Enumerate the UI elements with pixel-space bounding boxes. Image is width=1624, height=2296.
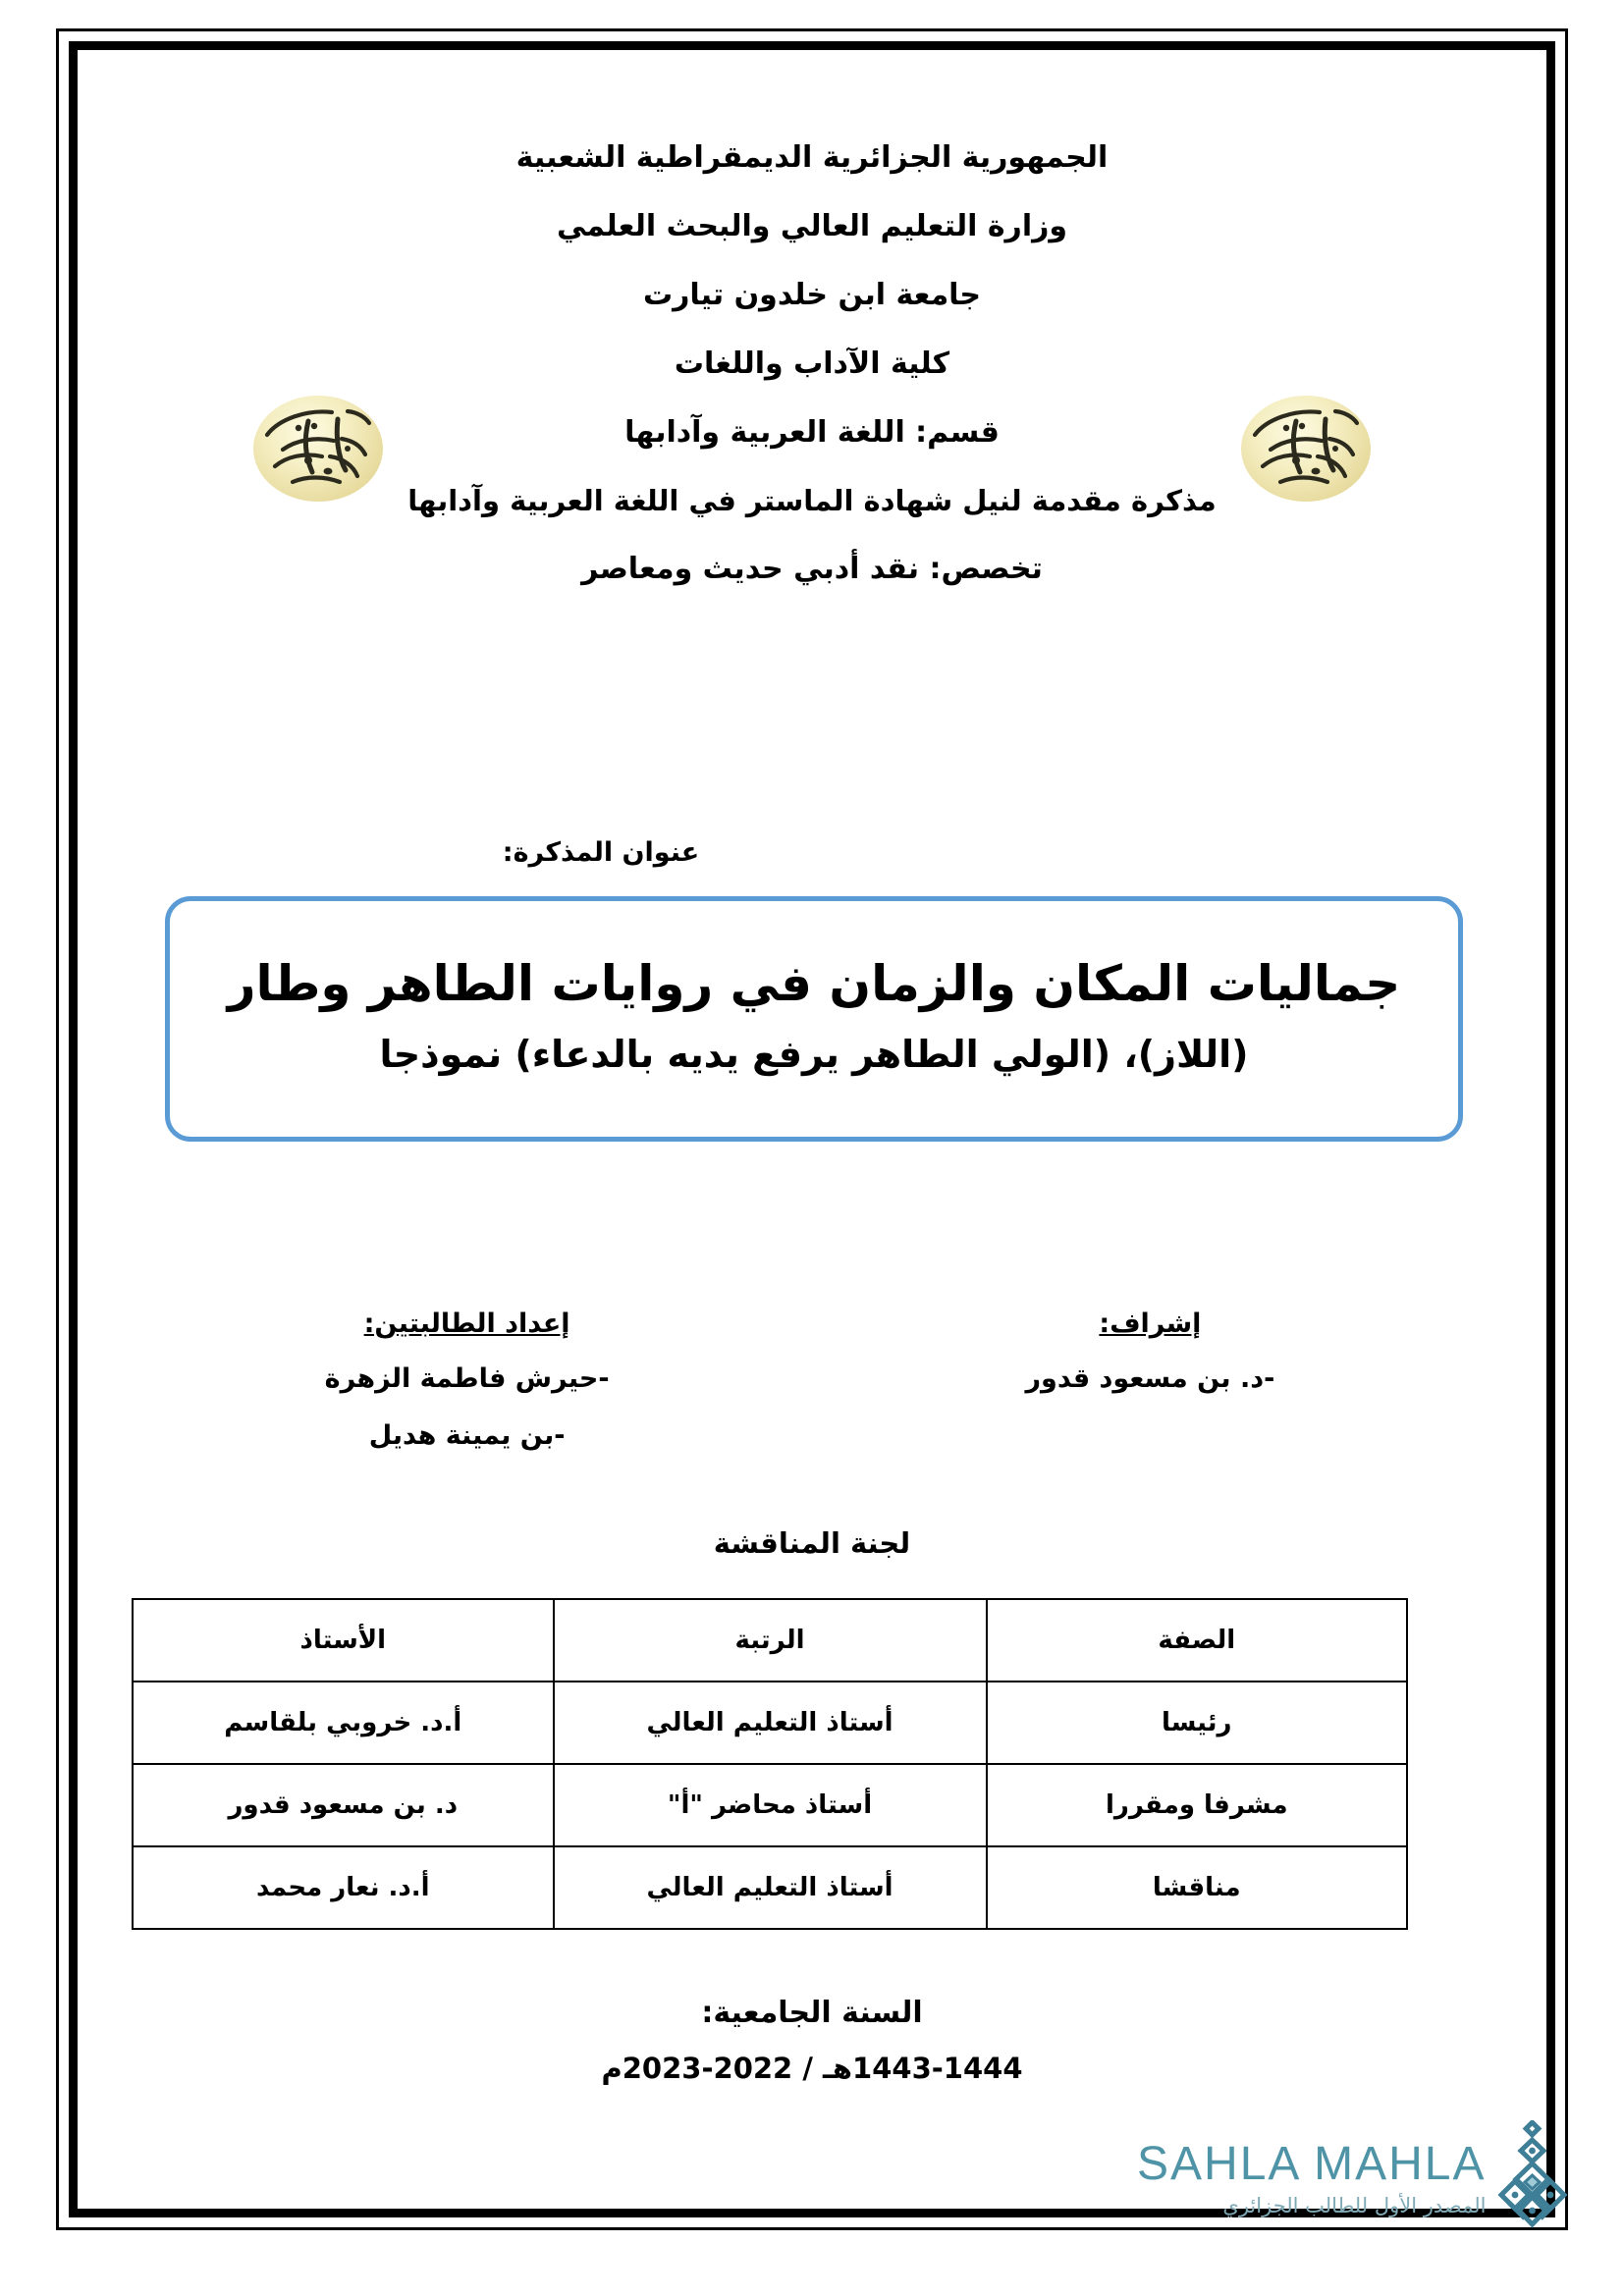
column-header-capacity: الصفة [987,1599,1408,1682]
committee-table [132,1598,1408,1930]
academic-year-label: السنة الجامعية: [701,1996,923,2030]
academic-year-value: 1443-1444هـ / 2022-2023م [601,2052,1023,2085]
authors-column [183,1308,790,1477]
authors-supervisor-row [183,1308,1449,1477]
thesis-title-label-row [84,837,1540,868]
watermark-tagline: المصدر الأول للطالب الجزائري [1222,2194,1487,2217]
thesis-title-main: جماليات المكان والزمان في روايات الطاهر وطار [227,955,1401,1013]
thesis-title-box [165,896,1463,1142]
authors-heading: إعداد الطالبتين: [363,1308,570,1339]
header-line-department: قسم: اللغة العربية وآدابها [624,415,1000,450]
table-header-row [133,1599,1407,1682]
column-header-professor: الأستاذ [133,1599,554,1682]
cell-capacity-3: مناقشا [987,1846,1408,1929]
header-line-ministry: وزارة التعليم العالي والبحث العلمي [556,209,1068,243]
watermark-brand: SAHLA MAHLA [1137,2138,1487,2190]
header-line-degree-statement: مذكرة مقدمة لنيل شهادة الماستر في اللغة العربية وآدابها [407,484,1217,517]
thesis-title-label: عنوان المذكرة: [502,837,700,868]
supervisor-name-1: -د. بن مسعود قدور [1025,1363,1275,1394]
author-name-2: -بن يمينة هديل [368,1419,566,1451]
cell-rank-3: أستاذ التعليم العالي [554,1846,987,1929]
header-line-specialization: تخصص: نقد أدبي حديث ومعاصر [581,552,1043,586]
table-row [133,1764,1407,1846]
supervisor-heading: إشراف: [1099,1308,1202,1339]
cover-page-content [84,57,1540,2202]
column-header-rank: الرتبة [554,1599,987,1682]
header-line-republic: الجمهورية الجزائرية الديمقراطية الشعبية [515,140,1109,175]
cell-professor-1: أ.د. خروبي بلقاسم [133,1682,554,1764]
header-line-faculty: كلية الآداب واللغات [674,347,950,381]
committee-title: لجنة المناقشة [713,1526,911,1560]
cell-capacity-1: رئيسا [987,1682,1408,1764]
cell-rank-2: أستاذ محاضر "أ" [554,1764,987,1846]
cell-professor-2: د. بن مسعود قدور [133,1764,554,1846]
thesis-title-subtitle: (اللاز)، (الولي الطاهر يرفع يديه بالدعاء) نموذجا [379,1032,1249,1076]
academic-year-block [84,1996,1540,2085]
institution-header [84,140,1540,623]
supervisor-column [841,1308,1449,1477]
table-row [133,1682,1407,1764]
cell-capacity-2: مشرفا ومقررا [987,1764,1408,1846]
author-name-1: -حيرش فاطمة الزهرة [324,1363,610,1394]
cell-professor-3: أ.د. نعار محمد [133,1846,554,1929]
cell-rank-1: أستاذ التعليم العالي [554,1682,987,1764]
table-row [133,1846,1407,1929]
header-line-university: جامعة ابن خلدون تيارت [642,278,982,312]
